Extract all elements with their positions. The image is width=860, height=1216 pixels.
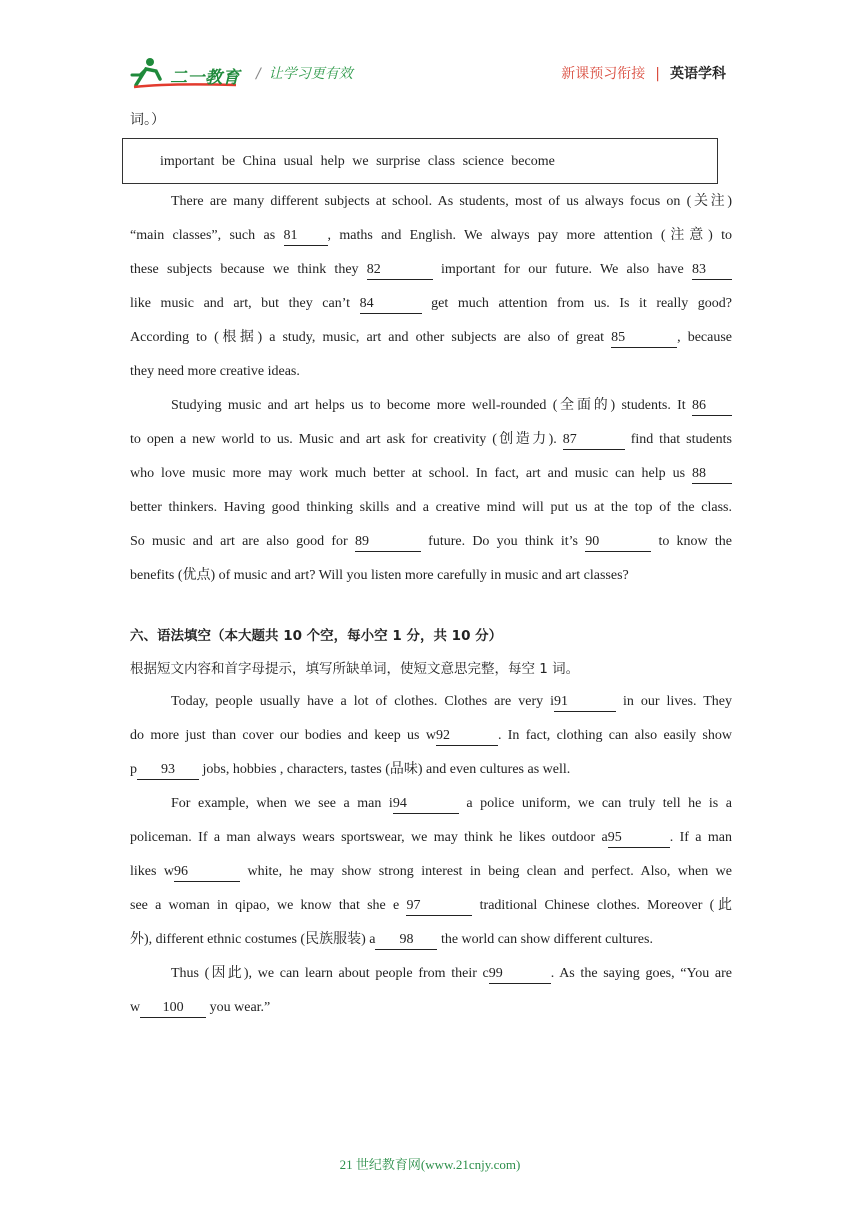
- p1-line: There are many different subjects at school. As students, most of us always focus on (关注): [171, 194, 732, 209]
- p4-line: see a woman in qipao, we know that she e 97 traditional Chinese clothes. Moreover (此: [130, 889, 732, 923]
- p1-line: According to (根据) a study, music, art and other subjects are also of great 85 , because: [130, 321, 732, 355]
- blank-100[interactable]: 100: [140, 999, 206, 1018]
- p2-line: So music and art are also good for 89 future. Do you think it’s 90 to know the: [130, 525, 732, 559]
- logo-text: 二一教育: [170, 68, 240, 88]
- blank-90[interactable]: 90: [585, 533, 651, 552]
- p4-line: 外), different ethnic costumes (民族服装) a 98 the world can show different cultures.: [130, 923, 732, 957]
- blank-84[interactable]: 84: [360, 295, 422, 314]
- intro-tail: 词。）: [130, 113, 165, 128]
- blank-93[interactable]: 93: [137, 761, 199, 780]
- blank-88[interactable]: 88: [692, 465, 732, 484]
- blank-94[interactable]: 94: [393, 795, 459, 814]
- header-category: 新课预习衔接: [561, 66, 646, 82]
- p5-line: w 100 you wear.”: [130, 991, 732, 1025]
- blank-87[interactable]: 87: [563, 431, 625, 450]
- blank-99[interactable]: 99: [489, 965, 551, 984]
- blank-95[interactable]: 95: [608, 829, 670, 848]
- p3-line: do more just than cover our bodies and keep us w92 . In fact, clothing can also easily show: [130, 719, 732, 753]
- passage-2: [130, 685, 732, 1025]
- section-6-instruction: 根据短文内容和首字母提示，填写所缺单词，使短文意思完整，每空 1 词。: [130, 661, 580, 677]
- passage-1: [130, 185, 732, 593]
- p1-line: like music and art, but they can’t 84 get much attention from us. Is it really good?: [130, 287, 732, 321]
- blank-92[interactable]: 92: [436, 727, 498, 746]
- page-footer: 21 世纪教育网(www.21cnjy.com): [339, 1157, 521, 1172]
- page-content: [130, 104, 732, 1025]
- p1-line: “main classes”, such as 81 , maths and English. We always pay more attention (注意) to: [130, 219, 732, 253]
- p2-line: benefits (优点) of music and art? Will you listen more carefully in music and art classes?: [130, 568, 629, 583]
- header-right: 新课预习衔接 | 英语学科: [561, 66, 726, 82]
- p3-line: Today, people usually have a lot of clothes. Clothes are very i91 in our lives. They: [130, 685, 732, 719]
- blank-82[interactable]: 82: [367, 261, 433, 280]
- header-subject: 英语学科: [670, 66, 726, 82]
- slogan: / 让学习更有效: [256, 66, 353, 82]
- blank-97[interactable]: 97: [406, 897, 472, 916]
- p2-line: who love music more may work much better at school. In fact, art and music can help us 88: [130, 457, 732, 491]
- p4-line: likes w96 white, he may show strong interest in being clean and perfect. Also, when we: [130, 855, 732, 889]
- blank-83[interactable]: 83: [692, 261, 732, 280]
- blank-81[interactable]: 81: [284, 227, 328, 246]
- p2-line: to open a new world to us. Music and art ask for creativity (创造力). 87 find that students: [130, 423, 732, 457]
- word-bank-box: important be China usual help we surprise class science become: [122, 138, 718, 184]
- p4-line: For example, when we see a man i94 a police uniform, we can truly tell he is a: [130, 787, 732, 821]
- p2-line: Studying music and art helps us to become more well-rounded (全面的) students. It 86: [130, 389, 732, 423]
- blank-89[interactable]: 89: [355, 533, 421, 552]
- blank-96[interactable]: 96: [174, 863, 240, 882]
- section-6-title: 六、语法填空（本大题共 10 个空，每小空 1 分，共 10 分）: [130, 628, 503, 644]
- p3-line: p 93 jobs, hobbies , characters, tastes (品味) and even cultures as well.: [130, 753, 732, 787]
- p4-line: policeman. If a man always wears sportswear, we may think he likes outdoor a95 . If a man: [130, 821, 732, 855]
- p1-line: these subjects because we think they 82 important for our future. We also have 83: [130, 253, 732, 287]
- p5-line: Thus (因此), we can learn about people from their c99 . As the saying goes, “You are: [130, 957, 732, 991]
- p2-line: better thinkers. Having good thinking skills and a creative mind will put us at the top of the class.: [130, 500, 732, 515]
- blank-98[interactable]: 98: [375, 931, 437, 950]
- page-header: [130, 55, 730, 91]
- blank-86[interactable]: 86: [692, 397, 732, 416]
- blank-91[interactable]: 91: [554, 693, 616, 712]
- p1-line: they need more creative ideas.: [130, 364, 300, 379]
- blank-85[interactable]: 85: [611, 329, 677, 348]
